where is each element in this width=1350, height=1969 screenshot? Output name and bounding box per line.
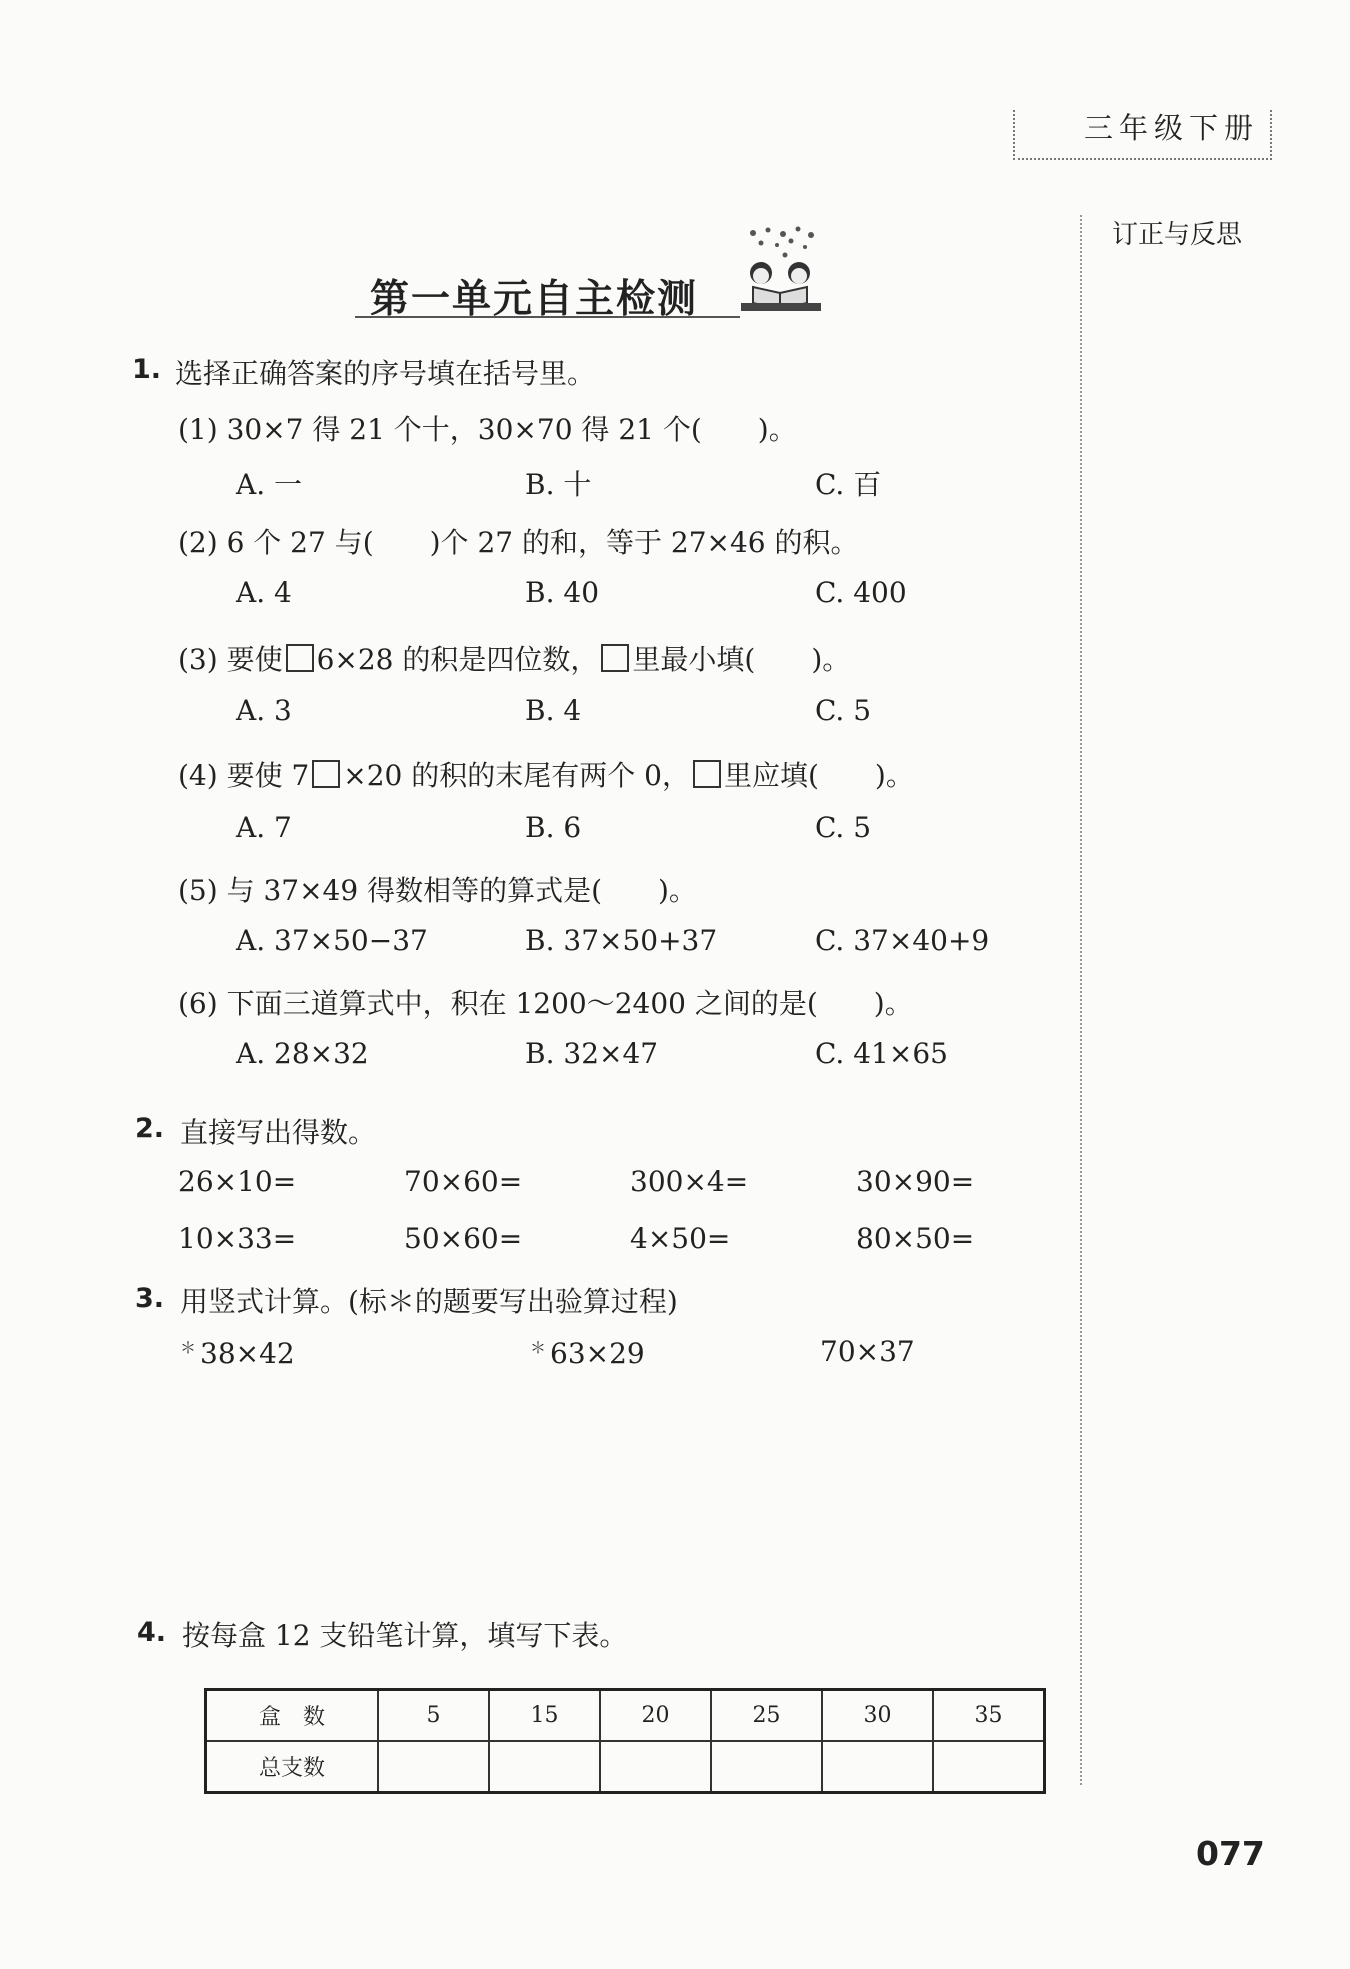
q1-1-stem: (1) 30×7 得 21 个十，30×70 得 21 个( )。 [178, 413, 797, 446]
answer-blank-box [312, 760, 340, 788]
q1-6-option-b: B. 32×47 [525, 1037, 659, 1070]
q1-5-option-a: A. 37×50−37 [236, 924, 428, 957]
q1-instruction: 选择正确答案的序号填在括号里。 [175, 357, 596, 390]
q1-3-stem-end: 里最小填( )。 [632, 643, 851, 676]
q1-3-stem [178, 638, 850, 678]
grade-label: 三年级下册 [1078, 106, 1265, 147]
pencil-table [204, 1688, 1046, 1794]
q1-6-option-a: A. 28×32 [236, 1037, 369, 1070]
box-count-cell: 25 [711, 1690, 822, 1742]
title-underline [355, 316, 740, 318]
q1-5-option-c: C. 37×40+9 [815, 924, 990, 957]
q2-problem: 26×10= [178, 1165, 297, 1198]
q1-4-stem [178, 754, 914, 794]
q1-4-option-c: C. 5 [815, 811, 872, 844]
q2-problem: 300×4= [630, 1165, 749, 1198]
page-number: 077 [1196, 1834, 1265, 1873]
q2-problem: 30×90= [856, 1165, 975, 1198]
table-row [206, 1690, 1045, 1742]
q2-problem: 50×60= [404, 1222, 523, 1255]
q2-problem: 10×33= [178, 1222, 297, 1255]
box-count-cell: 15 [489, 1690, 600, 1742]
q1-4-option-b: B. 6 [525, 811, 582, 844]
q1-1-option-b: B. 十 [525, 468, 592, 501]
check-required-star: ＊ [180, 1338, 197, 1357]
q1-2-option-b: B. 40 [525, 576, 600, 609]
q1-2-option-c: C. 400 [815, 576, 907, 609]
q1-4-stem-start: (4) 要使 7 [178, 759, 310, 792]
q3-problem: ＊ 38×42 [180, 1337, 295, 1370]
q2-number: 2. [135, 1113, 165, 1144]
q4-instruction: 按每盒 12 支铅笔计算，填写下表。 [182, 1619, 628, 1652]
q1-4-stem-end: 里应填( )。 [724, 759, 914, 792]
q1-1-option-a: A. 一 [236, 468, 303, 501]
q3-problem: ＊ 63×29 [530, 1337, 645, 1370]
q3-problem: 70×37 [820, 1335, 915, 1368]
q1-2-stem: (2) 6 个 27 与( )个 27 的和，等于 27×46 的积。 [178, 526, 859, 559]
row-label-boxes: 盒 数 [206, 1690, 379, 1742]
q1-2-option-a: A. 4 [236, 576, 292, 609]
answer-cell [933, 1741, 1045, 1793]
answer-blank-box [286, 644, 314, 672]
q1-3-stem-start: (3) 要使 [178, 643, 283, 676]
answer-blank-box [601, 644, 629, 672]
reading-children-illustration [733, 225, 828, 313]
q1-4-stem-middle: ×20 的积的末尾有两个 0， [343, 759, 690, 792]
margin-divider [1080, 215, 1082, 1785]
page-title: 第一单元自主检测 [370, 277, 699, 322]
table-row [206, 1741, 1045, 1793]
q1-3-option-b: B. 4 [525, 694, 582, 727]
q1-5-stem: (5) 与 37×49 得数相等的算式是( )。 [178, 874, 697, 907]
q1-1-option-c: C. 百 [815, 468, 882, 501]
q1-6-stem: (6) 下面三道算式中，积在 1200～2400 之间的是( )。 [178, 987, 913, 1020]
q3-number: 3. [135, 1283, 165, 1314]
q1-3-stem-middle: 6×28 的积是四位数， [316, 643, 599, 676]
q3-instruction: 用竖式计算。(标＊的题要写出验算过程) [180, 1285, 678, 1318]
answer-cell [489, 1741, 600, 1793]
q1-3-option-a: A. 3 [236, 694, 292, 727]
q2-problem: 70×60= [404, 1165, 523, 1198]
answer-blank-box [693, 760, 721, 788]
box-count-cell: 20 [600, 1690, 711, 1742]
box-count-cell: 35 [933, 1690, 1045, 1742]
q1-number: 1. [132, 354, 162, 385]
box-count-cell: 30 [822, 1690, 933, 1742]
answer-cell [822, 1741, 933, 1793]
q4-number: 4. [137, 1617, 167, 1648]
check-required-star: ＊ [530, 1338, 547, 1357]
q1-5-option-b: B. 37×50+37 [525, 924, 718, 957]
answer-cell [711, 1741, 822, 1793]
row-label-total: 总支数 [206, 1741, 379, 1793]
answer-cell [378, 1741, 489, 1793]
q1-6-option-c: C. 41×65 [815, 1037, 948, 1070]
q2-problem: 4×50= [630, 1222, 731, 1255]
answer-cell [600, 1741, 711, 1793]
box-count-cell: 5 [378, 1690, 489, 1742]
q1-4-option-a: A. 7 [236, 811, 292, 844]
q2-instruction: 直接写出得数。 [180, 1116, 377, 1149]
correction-column-title: 订正与反思 [1112, 220, 1243, 250]
q1-3-option-c: C. 5 [815, 694, 872, 727]
q2-problem: 80×50= [856, 1222, 975, 1255]
